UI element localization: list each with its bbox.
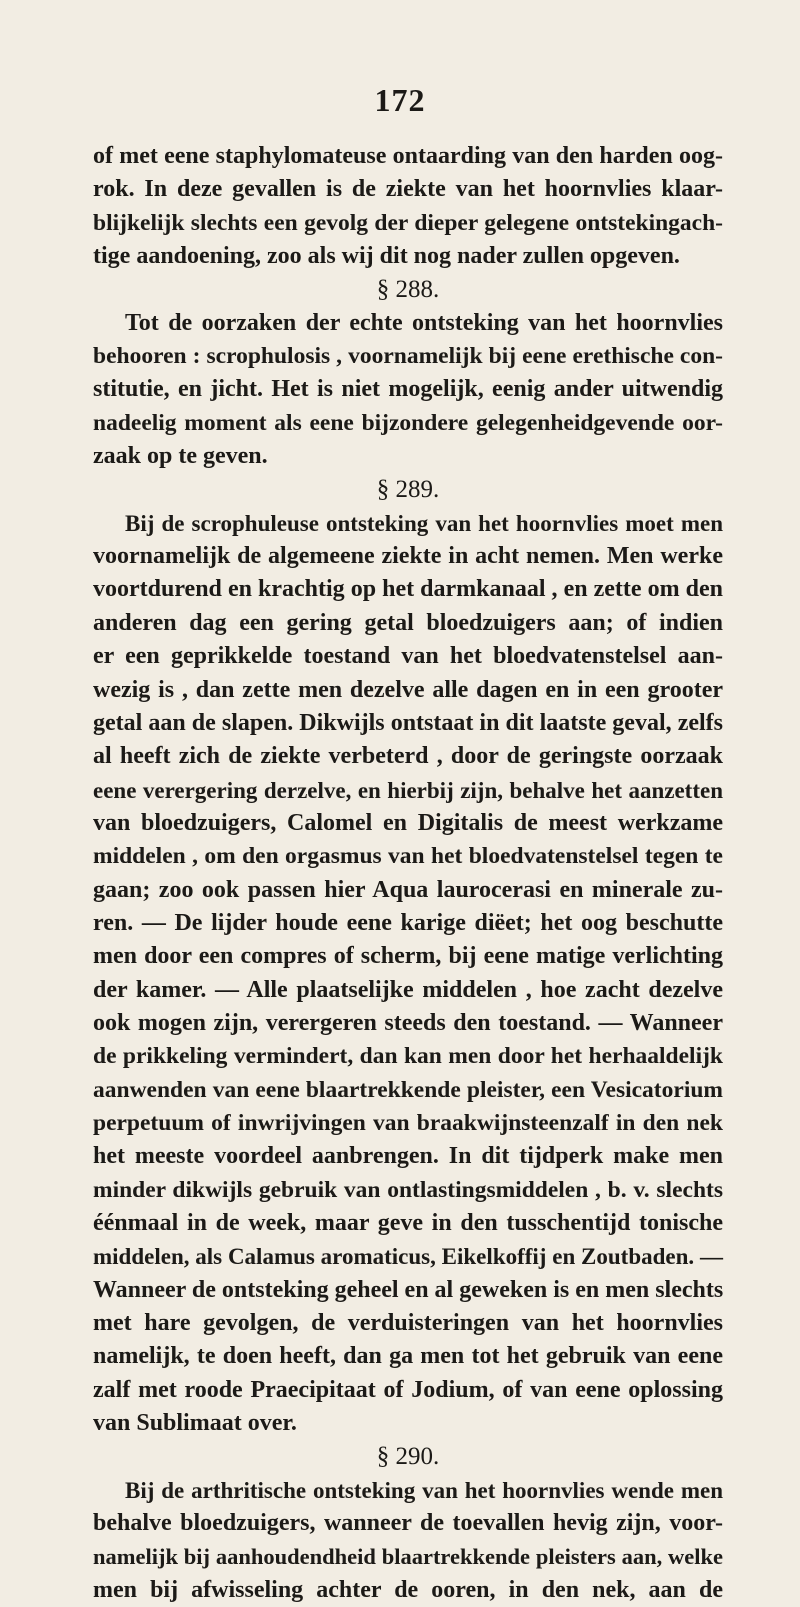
text-line: gaan; zoo ook passen hier Aqua laurocerasi en minerale zu- [93,876,723,903]
text-line: tige aandoening, zoo als wij dit nog nader zullen opgeven. [93,243,680,270]
text-line: behalve bloedzuigers, wanneer de toevallen hevig zijn, voor- [93,1510,723,1537]
text-line: van bloedzuigers, Calomel en Digitalis de meest werkzame [93,809,723,836]
text-line: perpetuum of inwrijvingen van braakwijnsteenzalf in den nek [93,1109,723,1136]
text-line: middelen , om den orgasmus van het bloedvatenstelsel tegen te [93,843,723,870]
page-number: 172 [374,82,426,118]
text-line: Bij de arthritische ontsteking van het hoornvlies wende men [125,1477,723,1503]
text-line: Wanneer de ontsteking geheel en al geweken is en men slechts [93,1276,724,1303]
text-line: of met eene staphylomateuse ontaarding van den harden oog- [93,143,723,169]
text-line: Tot de oorzaken der echte ontsteking van het hoornvlies [125,309,723,336]
text-line: aanwenden van eene blaartrekkende pleister, een Vesicatorium [93,1076,723,1103]
text-line: stitutie, en jicht. Het is niet mogelijk, eenig ander uitwendig [93,376,723,403]
text-line: ook mogen zijn, verergeren steeds den toestand. — Wanneer [93,1009,723,1036]
text-line: zalf met roode Praecipitaat of Jodium, of van eene oplossing [93,1376,723,1403]
text-line: minder dikwijls gebruik van ontlastingsmiddelen , b. v. slechts [93,1176,723,1203]
text-line: Bij de scrophuleuse ontsteking van het hoornvlies moet men [125,510,723,536]
text-line: al heeft zich de ziekte verbeterd , door de geringste oorzaak [93,743,723,770]
text-line: middelen, als Calamus aromaticus, Eikelkoffij en Zoutbaden. — [93,1244,723,1270]
text-line: nadeelig moment als eene bijzondere gelegenheidgevende oor- [93,409,723,436]
text-line: wezig is , dan zette men dezelve alle dagen en in een grooter [93,676,723,703]
text-line: met hare gevolgen, de verduisteringen van het hoornvlies [93,1310,723,1337]
text-line: ren. — De lijder houde eene karige diëet; het oog beschutte [93,909,723,936]
text-line: blijkelijk slechts een gevolg der dieper gelegene ontstekingach- [93,209,723,236]
body-text [93,140,723,1607]
text-line: anderen dag een gering getal bloedzuigers aan; of indien [93,609,723,636]
text-line: rok. In deze gevallen is de ziekte van het hoornvlies klaar- [93,176,723,203]
text-line: het meeste voordeel aanbrengen. In dit tijdperk make men [93,1143,723,1170]
text-line: behooren : scrophulosis , voornamelijk bij eene erethische con- [93,343,723,370]
text-line: men door een compres of scherm, bij eene matige verlichting [93,943,723,970]
text-line: eene verergering derzelve, en hierbij zijn, behalve het aanzetten [93,777,723,803]
text-line: men bij afwisseling achter de ooren, in den nek, aan de [93,1576,723,1603]
text-line: er een geprikkelde toestand van het bloedvatenstelsel aan- [93,643,723,670]
section-heading: § 288. [376,276,440,304]
text-line: namelijk, te doen heeft, dan ga men tot het gebruik van eene [93,1343,723,1370]
text-line: voortdurend en krachtig op het darmkanaal , en zette om den [93,576,723,603]
text-line: éénmaal in de week, maar geve in den tusschentijd tonische [93,1210,723,1236]
text-line: getal aan de slapen. Dikwijls ontstaat in dit laatste geval, zelfs [93,709,723,736]
text-line: namelijk bij aanhoudendheid blaartrekkende pleisters aan, welke [93,1544,723,1570]
section-heading: § 289. [376,476,440,504]
text-line: de prikkeling vermindert, dan kan men door het herhaaldelijk [93,1043,723,1070]
text-line: van Sublimaat over. [93,1410,297,1437]
section-heading: § 290. [376,1443,440,1471]
text-line: zaak op te geven. [93,443,268,470]
text-line: voornamelijk de algemeene ziekte in acht nemen. Men werke [93,543,723,570]
text-line: der kamer. — Alle plaatselijke middelen , hoe zacht dezelve [93,976,723,1003]
